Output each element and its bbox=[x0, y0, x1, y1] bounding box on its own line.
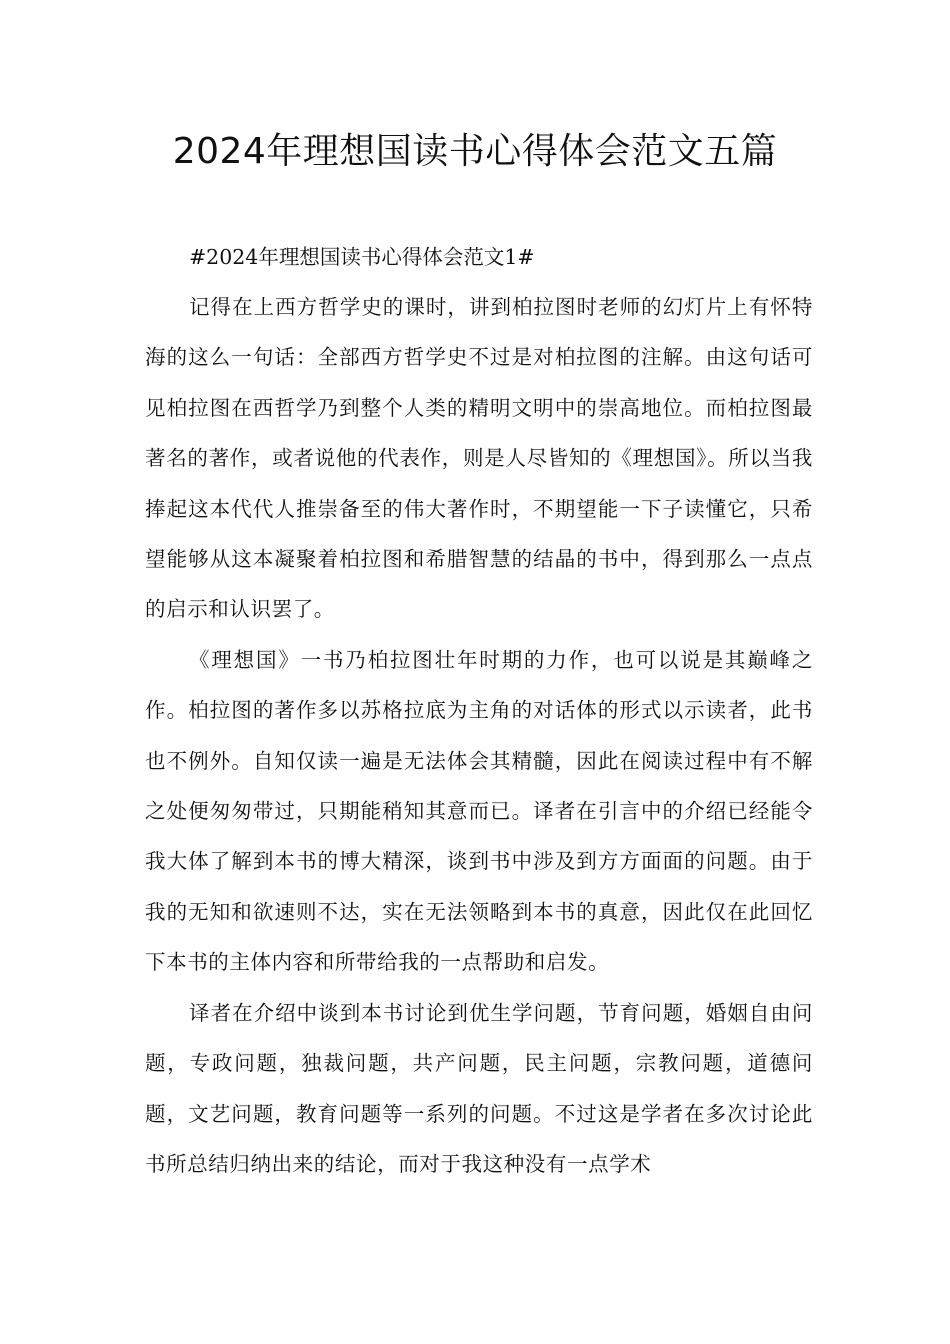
paragraph-3: 译者在介绍中谈到本书讨论到优生学问题，节育问题，婚姻自由问题，专政问题，独裁问题，共产问题，民主问题，宗教问题，道德问题，文艺问题，教育问题等一系列的问题。不过这是学者在多次讨论此书所总结归纳出来的结论，而对于我这种没有一点学术 bbox=[145, 1000, 813, 1176]
document-body bbox=[145, 232, 813, 1189]
paragraph-1: 记得在上西方哲学史的课时，讲到柏拉图时老师的幻灯片上有怀特海的这么一句话：全部西方哲学史不过是对柏拉图的注解。由这句话可见柏拉图在西哲学乃到整个人类的精明文明中的崇高地位。而柏拉图最著名的著作，或者说他的代表作，则是人尽皆知的《理想国》。所以当我捧起这本代代人推崇备至的伟大著作时，不期望能一下子读懂它，只希望能够从这本凝聚着柏拉图和希腊智慧的结晶的书中，得到那么一点点的启示和认识罢了。 bbox=[145, 295, 813, 622]
section-heading: #2024年理想国读书心得体会范文1# bbox=[189, 245, 535, 269]
paragraph-2: 《理想国》一书乃柏拉图壮年时期的力作，也可以说是其巅峰之作。柏拉图的著作多以苏格拉底为主角的对话体的形式以示读者，此书也不例外。自知仅读一遍是无法体会其精髓，因此在阅读过程中有不解之处便匆匆带过，只期能稍知其意而已。译者在引言中的介绍已经能令我大体了解到本书的博大精深，谈到书中涉及到方方面面的问题。由于我的无知和欲速则不达，实在无法领略到本书的真意，因此仅在此回忆下本书的主体内容和所带给我的一点帮助和启发。 bbox=[145, 647, 813, 975]
document-title: 2024年理想国读书心得体会范文五篇 bbox=[172, 131, 778, 172]
